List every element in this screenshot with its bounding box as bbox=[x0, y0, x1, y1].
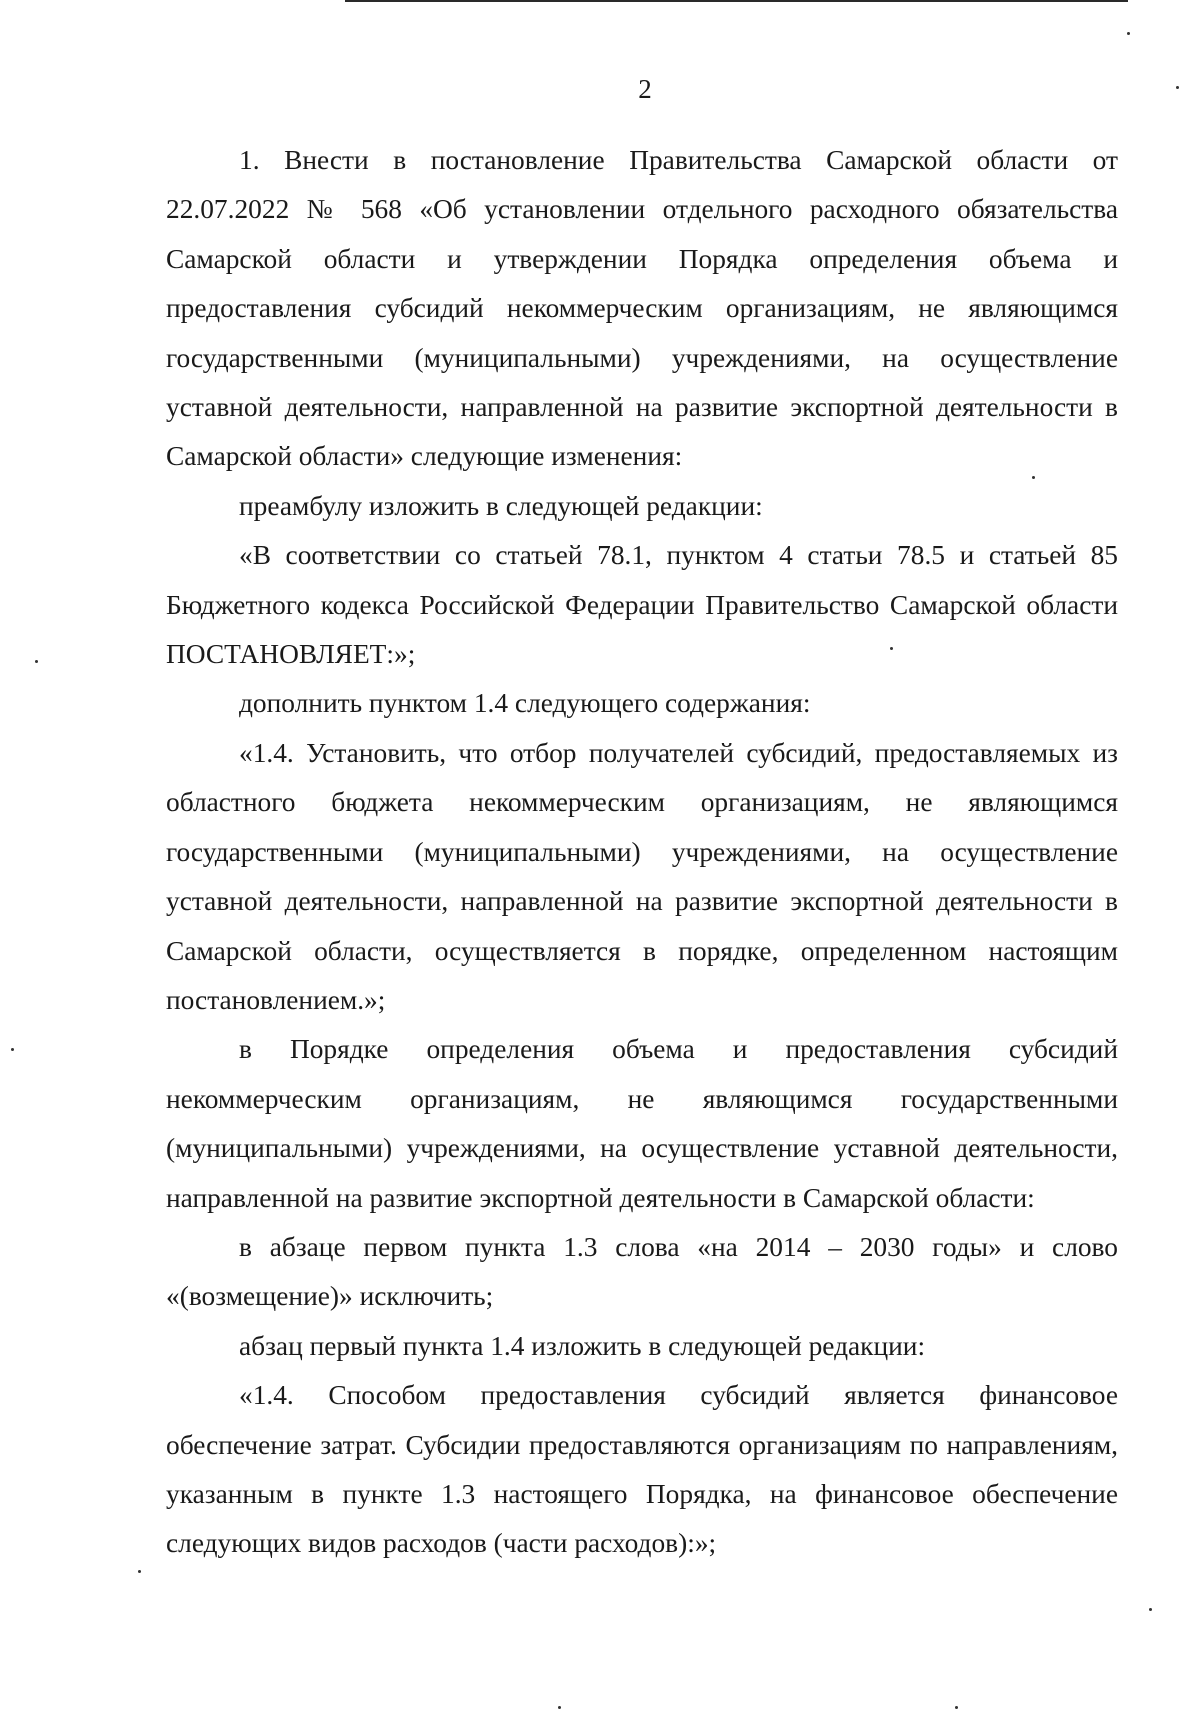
scan-speck bbox=[1127, 32, 1130, 35]
document-body bbox=[166, 136, 1118, 1569]
scan-speck bbox=[11, 1048, 14, 1051]
scan-speck bbox=[558, 1706, 561, 1709]
scan-speck bbox=[955, 1706, 958, 1709]
scan-speck bbox=[1149, 1608, 1152, 1611]
paragraph-procedure-intro: в Порядке определения объема и предоставления субсидий некоммерческим организациям, не являющимся государственными (муниципальными) учреждениями, на осуществление уставной деятельности, направленной на развитие экспортной деятельности в Самарской области: bbox=[166, 1034, 1118, 1213]
scan-speck bbox=[890, 647, 893, 650]
scan-speck bbox=[1176, 86, 1179, 89]
paragraph-clause-1-4-instruction: абзац первый пункта 1.4 изложить в следующей редакции: bbox=[239, 1330, 926, 1361]
paragraph-add-clause-instruction: дополнить пунктом 1.4 следующего содержания: bbox=[239, 688, 811, 719]
paragraph-clause-1-3-change: в абзаце первом пункта 1.3 слова «на 2014 – 2030 годы» и слово «(возмещение)» исключить; bbox=[166, 1231, 1118, 1312]
paragraph-clause-1-4-new-text: «1.4. Способом предоставления субсидий является финансовое обеспечение затрат. Субсидии предоставляются организациям по направлениям, указанным в пункте 1.3 настоящего Порядка, на финансовое обеспечение следующих видов расходов (части расходов):»; bbox=[166, 1380, 1118, 1559]
scan-speck bbox=[35, 660, 38, 663]
scan-speck bbox=[138, 1570, 141, 1573]
paragraph-clause-1-4: «1.4. Установить, что отбор получателей субсидий, предоставляемых из областного бюджета некоммерческим организациям, не являющимся государственными (муниципальными) учреждениями, на осуществление уставной деятельности, направленной на развитие экспортной деятельности в Самарской области, осуществляется в порядке, определенном настоящим постановлением.»; bbox=[166, 737, 1118, 1015]
paragraph-amendment-intro: 1. Внести в постановление Правительства Самарской области от 22.07.2022 № 568 «Об установлении отдельного расходного обязательства Самарской области и утверждении Порядка определения объема и предоставления субсидий некоммерческим организациям, не являющимся государственными (муниципальными) учреждениями, на осуществление уставной деятельности, направленной на развитие экспортной деятельности в Самарской области» следующие изменения: bbox=[166, 145, 1118, 472]
scan-speck bbox=[1032, 476, 1035, 479]
top-rule bbox=[345, 0, 1128, 2]
paragraph-preamble-instruction: преамбулу изложить в следующей редакции: bbox=[239, 490, 763, 521]
paragraph-preamble-text: «В соответствии со статьей 78.1, пунктом 4 статьи 78.5 и статьей 85 Бюджетного кодекса Российской Федерации Правительство Самарской области ПОСТАНОВЛЯЕТ:»; bbox=[166, 540, 1118, 670]
page-number: 2 bbox=[638, 74, 652, 104]
